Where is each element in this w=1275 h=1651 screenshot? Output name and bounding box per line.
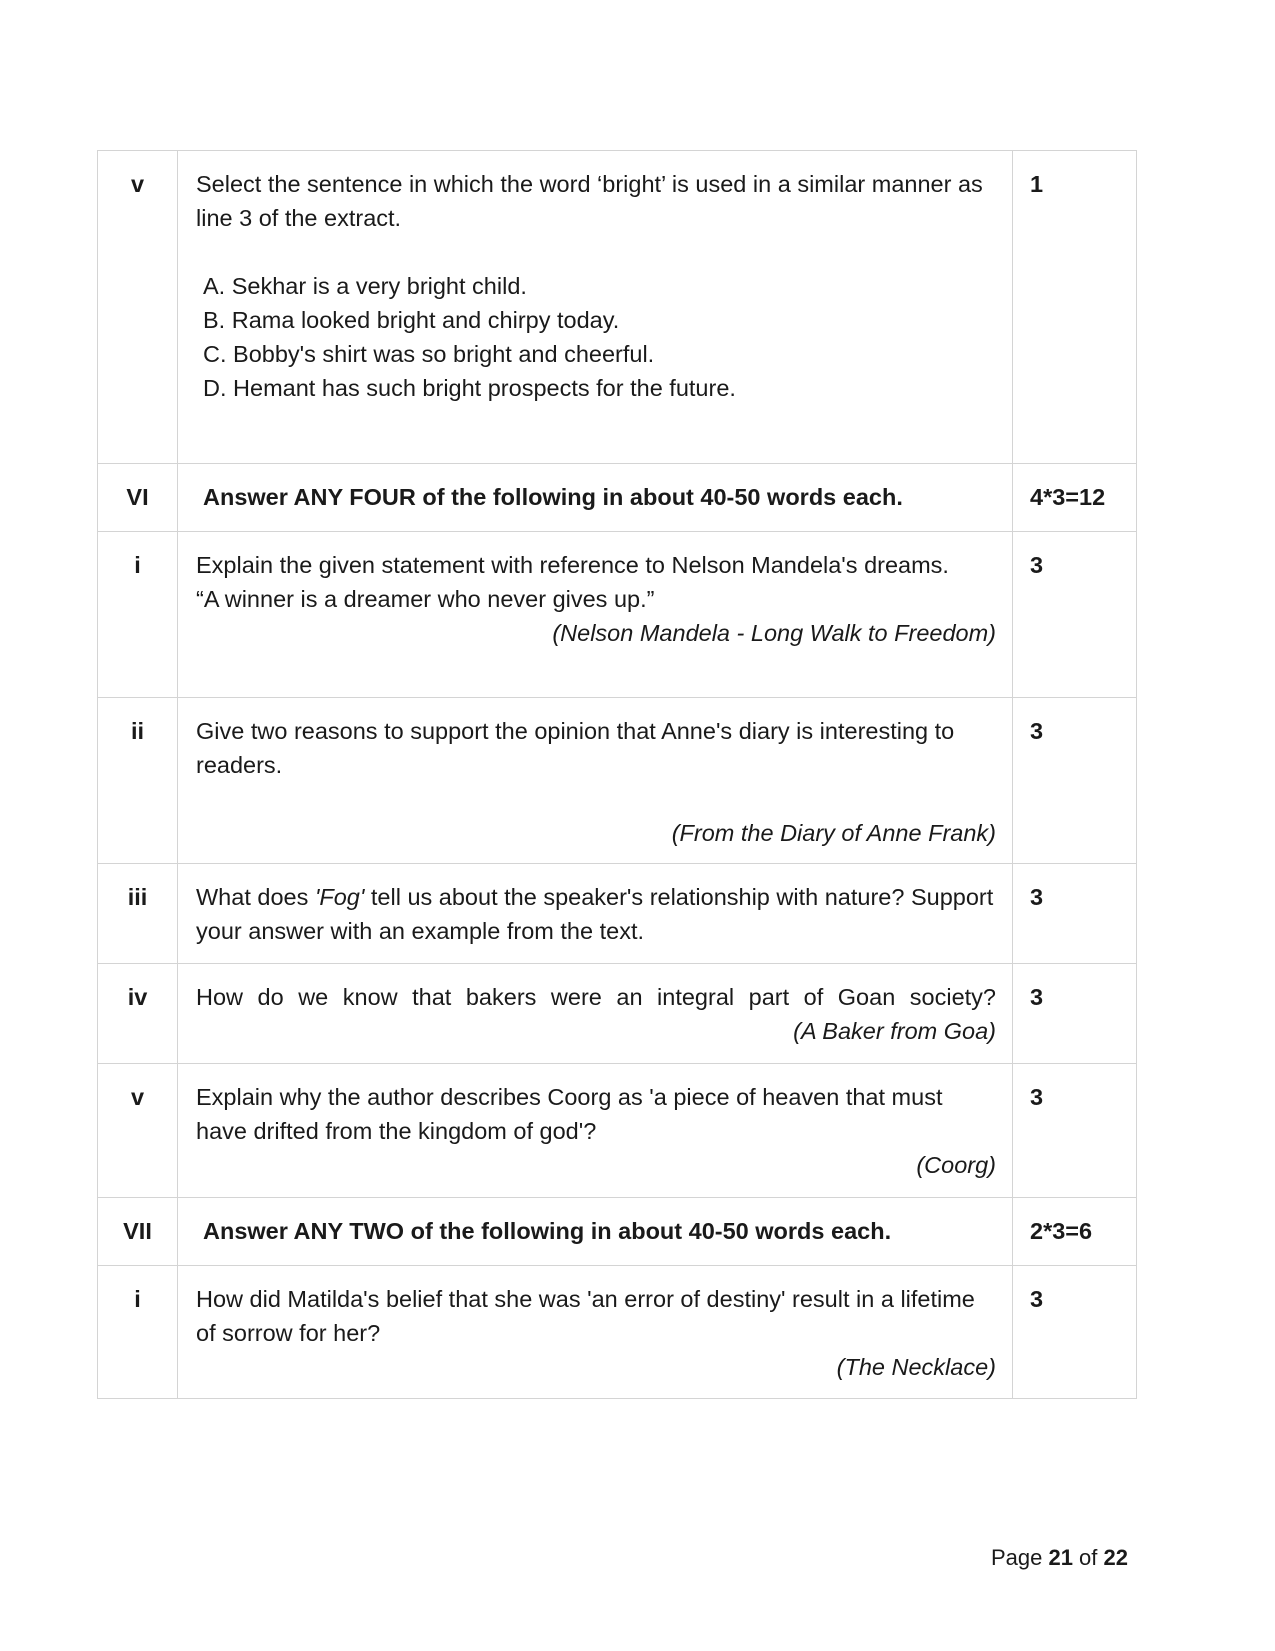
question-text: Explain the given statement with reference to Nelson Mandela's dreams.	[196, 552, 949, 578]
question-row	[98, 532, 1137, 698]
source-reference: (The Necklace)	[836, 1354, 996, 1380]
total-pages: 22	[1103, 1545, 1128, 1570]
page-number	[991, 1545, 1128, 1571]
question-row	[98, 151, 1137, 464]
question-text: How do we know that bakers were an integral part of Goan society?	[196, 984, 996, 1010]
question-marks: 3	[1030, 1286, 1044, 1312]
section-marks: 4*3=12	[1030, 484, 1106, 510]
question-row	[98, 698, 1137, 864]
question-number: i	[134, 1286, 141, 1312]
question-text-cell	[178, 964, 1012, 1048]
section-instruction: Answer ANY TWO of the following in about 40-50 words each.	[203, 1218, 892, 1244]
page-prefix: Page	[990, 1545, 1049, 1570]
source-reference: (From the Diary of Anne Frank)	[671, 820, 996, 846]
question-number: iv	[127, 984, 148, 1010]
section-row	[98, 1198, 1137, 1266]
option-d: D. Hemant has such bright prospects for the future.	[203, 375, 736, 401]
option-a: A. Sekhar is a very bright child.	[203, 273, 527, 299]
question-text-cell	[178, 1266, 1012, 1384]
section-marks: 2*3=6	[1030, 1218, 1093, 1244]
question-row	[98, 1064, 1137, 1198]
source-reference: (Nelson Mandela - Long Walk to Freedom)	[552, 620, 996, 646]
question-marks: 3	[1030, 884, 1044, 910]
section-instruction: Answer ANY FOUR of the following in about 40-50 words each.	[203, 484, 903, 510]
question-text: Give two reasons to support the opinion that Anne's diary is interesting to readers.	[196, 718, 955, 778]
question-marks: 3	[1030, 984, 1044, 1010]
question-number: ii	[130, 718, 145, 744]
option-c: C. Bobby's shirt was so bright and cheerful.	[203, 341, 655, 367]
question-row	[98, 864, 1137, 964]
question-marks: 3	[1030, 552, 1044, 578]
section-number: VI	[126, 484, 149, 510]
question-number: i	[134, 552, 141, 578]
question-text: Explain why the author describes Coorg as 'a piece of heaven that must have drifted from the kingdom of god'?	[196, 1084, 943, 1144]
question-text-cell	[178, 698, 1012, 850]
question-row	[98, 1266, 1137, 1399]
source-reference: (A Baker from Goa)	[793, 1018, 996, 1044]
question-text: Select the sentence in which the word ‘bright’ is used in a similar manner as line 3 of the extract.	[196, 171, 983, 231]
poem-title: 'Fog'	[314, 884, 365, 910]
question-number: v	[130, 1084, 145, 1110]
option-b: B. Rama looked bright and chirpy today.	[203, 307, 620, 333]
section-row	[98, 464, 1137, 532]
source-reference: (Coorg)	[916, 1152, 996, 1178]
question-text-cell	[178, 1064, 1012, 1182]
question-marks: 3	[1030, 718, 1044, 744]
question-text: How did Matilda's belief that she was 'an error of destiny' result in a lifetime of sorrow for her?	[196, 1286, 975, 1346]
question-number: iii	[127, 884, 148, 910]
question-marks: 3	[1030, 1084, 1044, 1110]
page-separator: of	[1072, 1545, 1104, 1570]
question-text-cell	[178, 151, 1012, 405]
question-text-start: What does	[196, 884, 315, 910]
current-page: 21	[1048, 1545, 1073, 1570]
section-number: VII	[123, 1218, 152, 1244]
question-number: v	[130, 171, 145, 197]
question-table	[97, 150, 1137, 1399]
question-row	[98, 964, 1137, 1064]
question-text-end: tell us about the speaker's relationship with nature? Support your answer with an example from the text.	[196, 884, 994, 944]
question-text-cell	[178, 532, 1012, 650]
question-marks: 1	[1030, 171, 1044, 197]
quotation: “A winner is a dreamer who never gives up.”	[196, 586, 655, 612]
question-text-cell	[178, 864, 1012, 948]
